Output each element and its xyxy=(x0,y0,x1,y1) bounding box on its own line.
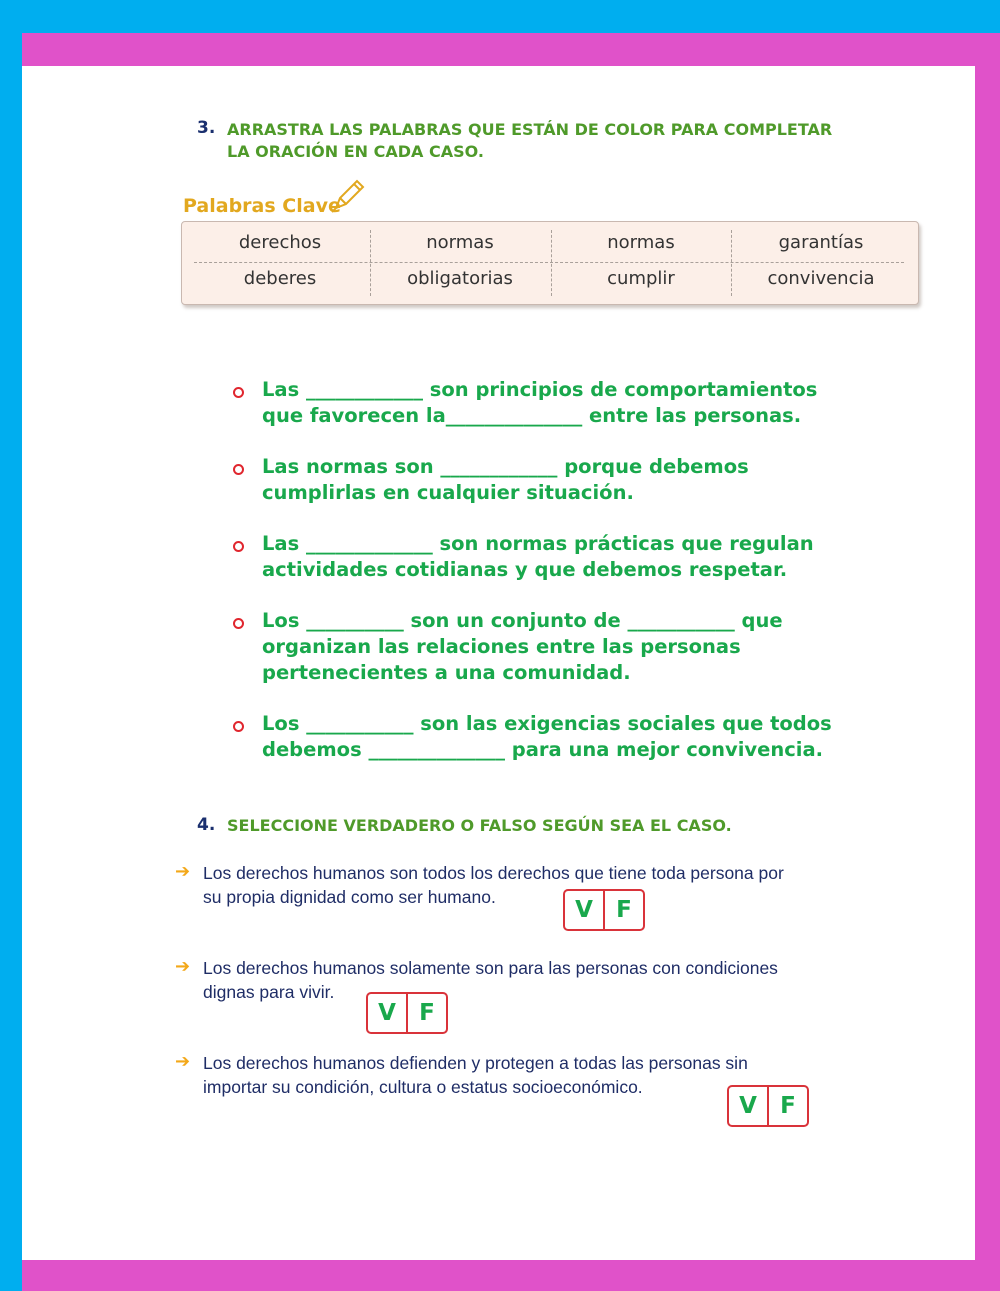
sentence-line: actividades cotidianas y que debemos respetar. xyxy=(262,558,788,581)
true-option[interactable]: V xyxy=(575,897,593,923)
sentence-line: organizan las relaciones entre las personas xyxy=(262,635,741,658)
keyword-chip[interactable]: derechos xyxy=(238,232,322,253)
question-4-title: SELECCIONE VERDADERO O FALSO SEGÚN SEA EL CASO. xyxy=(227,816,732,835)
question-3-title-line2: LA ORACIÓN EN CADA CASO. xyxy=(227,142,484,161)
fill-sentence-1 xyxy=(262,377,882,429)
statement-line: Los derechos humanos son todos los derechos que tiene toda persona por xyxy=(203,863,784,883)
keywords-box xyxy=(181,221,919,305)
false-option[interactable]: F xyxy=(603,891,643,929)
keywords-divider xyxy=(194,262,904,263)
sentence-line: Los ___________ son las exigencias sociales que todos xyxy=(262,712,832,735)
pencil-icon xyxy=(330,176,366,214)
arrow-right-icon: ➔ xyxy=(175,861,191,882)
sentence-line: Los __________ son un conjunto de ___________ que xyxy=(262,609,783,632)
fill-sentence-5 xyxy=(262,711,882,763)
sentence-line: Las ____________ son principios de comportamientos xyxy=(262,378,818,401)
fill-sentence-3 xyxy=(262,531,882,583)
sentence-line: que favorecen la______________ entre las personas. xyxy=(262,404,802,427)
bullet-icon xyxy=(233,541,244,552)
true-option[interactable]: V xyxy=(739,1093,757,1119)
keyword-chip[interactable]: normas xyxy=(426,232,494,253)
true-false-selector-3 xyxy=(727,1085,809,1127)
false-option[interactable]: F xyxy=(406,994,446,1032)
keyword-chip[interactable]: normas xyxy=(607,232,675,253)
keyword-chip[interactable]: obligatorias xyxy=(407,268,513,289)
false-option[interactable]: F xyxy=(767,1087,807,1125)
question-4-number: 4. xyxy=(197,815,216,835)
statement-line: Los derechos humanos solamente son para las personas con condiciones xyxy=(203,958,778,978)
keyword-chip[interactable]: garantías xyxy=(778,232,864,253)
sentence-line: debemos ______________ para una mejor convivencia. xyxy=(262,738,824,761)
tf-statement-1 xyxy=(203,861,863,909)
bullet-icon xyxy=(233,721,244,732)
bullet-icon xyxy=(233,464,244,475)
sentence-line: Las _____________ son normas prácticas que regulan xyxy=(262,532,814,555)
true-false-selector-1 xyxy=(563,889,645,931)
bullet-icon xyxy=(233,387,244,398)
statement-line: importar su condición, cultura o estatus socioeconómico. xyxy=(203,1077,643,1097)
arrow-right-icon: ➔ xyxy=(175,956,191,977)
keyword-chip[interactable]: convivencia xyxy=(767,268,875,289)
statement-line: Los derechos humanos defienden y protegen a todas las personas sin xyxy=(203,1053,748,1073)
question-3-number: 3. xyxy=(197,118,216,138)
keyword-chip[interactable]: deberes xyxy=(243,268,317,289)
arrow-right-icon: ➔ xyxy=(175,1051,191,1072)
sentence-line: Las normas son ____________ porque debemos xyxy=(262,455,749,478)
statement-line: dignas para vivir. xyxy=(203,982,335,1002)
question-3-title xyxy=(227,119,832,163)
sentence-line: cumplirlas en cualquier situación. xyxy=(262,481,634,504)
fill-sentence-4 xyxy=(262,608,882,686)
true-false-selector-2 xyxy=(366,992,448,1034)
bullet-icon xyxy=(233,618,244,629)
keyword-chip[interactable]: cumplir xyxy=(607,268,675,289)
true-option[interactable]: V xyxy=(378,1000,396,1026)
keywords-label: Palabras Clave xyxy=(183,195,341,217)
fill-sentence-2 xyxy=(262,454,882,506)
sentence-line: pertenecientes a una comunidad. xyxy=(262,661,631,684)
statement-line: su propia dignidad como ser humano. xyxy=(203,887,496,907)
question-3-title-line1: ARRASTRA LAS PALABRAS QUE ESTÁN DE COLOR PARA COMPLETAR xyxy=(227,120,833,139)
tf-statement-2 xyxy=(203,956,863,1004)
